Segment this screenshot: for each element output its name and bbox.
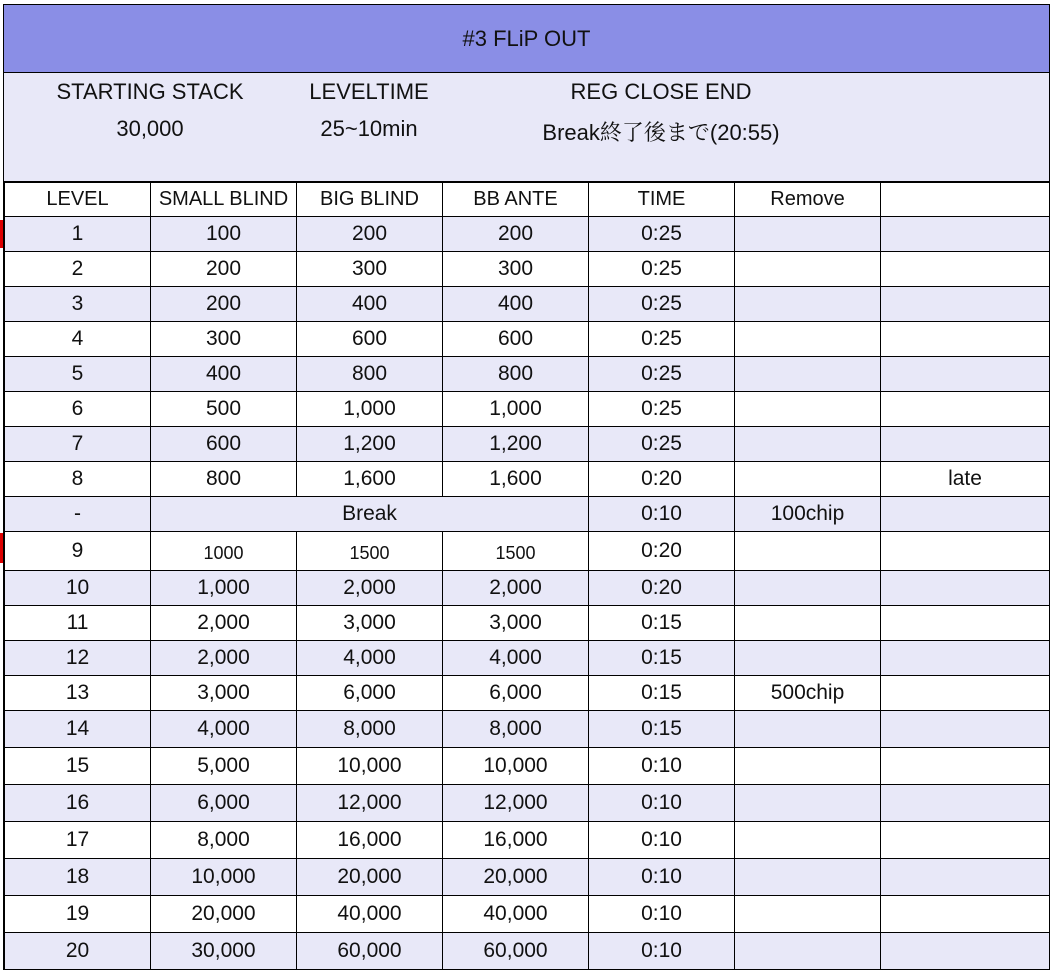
column-header-remove: Remove — [735, 183, 881, 217]
level-cell: - — [5, 497, 151, 532]
note-cell — [881, 392, 1050, 427]
small-blind-cell: 3,000 — [151, 676, 297, 711]
table-row — [5, 322, 1050, 357]
bb-ante-cell: 1,200 — [443, 427, 589, 462]
time-cell: 0:15 — [589, 641, 735, 676]
remove-cell — [735, 606, 881, 641]
note-cell — [881, 252, 1050, 287]
starting-stack-label: STARTING STACK — [56, 79, 244, 104]
remove-cell — [735, 859, 881, 896]
remove-cell — [735, 532, 881, 571]
bb-ante-cell: 1500 — [443, 532, 589, 571]
time-cell: 0:25 — [589, 322, 735, 357]
leveltime-value: 25~10min — [320, 116, 418, 141]
note-cell — [881, 287, 1050, 322]
bb-ante-cell: 600 — [443, 322, 589, 357]
note-cell — [881, 322, 1050, 357]
level-cell: 7 — [5, 427, 151, 462]
small-blind-cell: 10,000 — [151, 859, 297, 896]
level-cell: 11 — [5, 606, 151, 641]
note-cell — [881, 711, 1050, 748]
time-cell: 0:20 — [589, 532, 735, 571]
small-blind-cell: 100 — [151, 217, 297, 252]
bb-ante-cell: 800 — [443, 357, 589, 392]
level-cell: 9 — [5, 532, 151, 571]
remove-cell — [735, 427, 881, 462]
big-blind-cell: 3,000 — [297, 606, 443, 641]
table-row — [5, 748, 1050, 785]
bb-ante-cell: 2,000 — [443, 571, 589, 606]
small-blind-cell: 200 — [151, 252, 297, 287]
table-row — [5, 532, 1050, 571]
note-cell — [881, 748, 1050, 785]
remove-cell — [735, 711, 881, 748]
big-blind-cell: 10,000 — [297, 748, 443, 785]
note-cell: late — [881, 462, 1050, 497]
bb-ante-cell: 4,000 — [443, 641, 589, 676]
big-blind-cell: 60,000 — [297, 933, 443, 970]
column-header-time: TIME — [589, 183, 735, 217]
note-cell — [881, 497, 1050, 532]
column-header-notes — [881, 183, 1050, 217]
level-cell: 13 — [5, 676, 151, 711]
bb-ante-cell: 16,000 — [443, 822, 589, 859]
small-blind-cell: 20,000 — [151, 896, 297, 933]
big-blind-cell: 1,200 — [297, 427, 443, 462]
remove-cell — [735, 822, 881, 859]
break-row — [5, 497, 1050, 532]
note-cell — [881, 822, 1050, 859]
level-cell: 20 — [5, 933, 151, 970]
table-row — [5, 427, 1050, 462]
column-header-big-blind: BIG BLIND — [297, 183, 443, 217]
level-cell: 19 — [5, 896, 151, 933]
level-cell: 1 — [5, 217, 151, 252]
note-cell — [881, 217, 1050, 252]
table-row — [5, 217, 1050, 252]
time-cell: 0:10 — [589, 785, 735, 822]
tournament-title: #3 FLiP OUT — [4, 4, 1049, 73]
small-blind-cell: 1,000 — [151, 571, 297, 606]
table-row — [5, 933, 1050, 970]
level-cell: 3 — [5, 287, 151, 322]
note-cell — [881, 571, 1050, 606]
small-blind-cell: 5,000 — [151, 748, 297, 785]
time-cell: 0:10 — [589, 859, 735, 896]
bb-ante-cell: 6,000 — [443, 676, 589, 711]
small-blind-cell: 8,000 — [151, 822, 297, 859]
level-cell: 10 — [5, 571, 151, 606]
level-cell: 2 — [5, 252, 151, 287]
time-cell: 0:25 — [589, 392, 735, 427]
note-cell — [881, 676, 1050, 711]
time-cell: 0:25 — [589, 287, 735, 322]
time-cell: 0:25 — [589, 357, 735, 392]
level-cell: 5 — [5, 357, 151, 392]
bb-ante-cell: 1,600 — [443, 462, 589, 497]
note-cell — [881, 427, 1050, 462]
big-blind-cell: 20,000 — [297, 859, 443, 896]
bb-ante-cell: 12,000 — [443, 785, 589, 822]
level-cell: 17 — [5, 822, 151, 859]
note-cell — [881, 785, 1050, 822]
big-blind-cell: 4,000 — [297, 641, 443, 676]
table-row — [5, 896, 1050, 933]
tournament-info — [4, 73, 1049, 182]
bb-ante-cell: 60,000 — [443, 933, 589, 970]
small-blind-cell: 6,000 — [151, 785, 297, 822]
time-cell: 0:10 — [589, 497, 735, 532]
table-row — [5, 711, 1050, 748]
note-cell — [881, 606, 1050, 641]
time-cell: 0:15 — [589, 606, 735, 641]
remove-cell — [735, 357, 881, 392]
leveltime-label: LEVELTIME — [309, 79, 429, 104]
bb-ante-cell: 3,000 — [443, 606, 589, 641]
small-blind-cell: 2,000 — [151, 606, 297, 641]
table-row — [5, 859, 1050, 896]
row-marker — [0, 533, 3, 563]
time-cell: 0:10 — [589, 748, 735, 785]
small-blind-cell: 800 — [151, 462, 297, 497]
big-blind-cell: 16,000 — [297, 822, 443, 859]
note-cell — [881, 357, 1050, 392]
blind-table — [4, 182, 1050, 970]
big-blind-cell: 200 — [297, 217, 443, 252]
bb-ante-cell: 1,000 — [443, 392, 589, 427]
small-blind-cell: 2,000 — [151, 641, 297, 676]
small-blind-cell: 500 — [151, 392, 297, 427]
level-cell: 8 — [5, 462, 151, 497]
remove-cell — [735, 392, 881, 427]
time-cell: 0:15 — [589, 676, 735, 711]
big-blind-cell: 6,000 — [297, 676, 443, 711]
blind-structure-sheet — [3, 4, 1050, 970]
level-cell: 18 — [5, 859, 151, 896]
table-row — [5, 606, 1050, 641]
time-cell: 0:25 — [589, 252, 735, 287]
table-row — [5, 462, 1050, 497]
level-cell: 15 — [5, 748, 151, 785]
bb-ante-cell: 200 — [443, 217, 589, 252]
reg-close-label: REG CLOSE END — [570, 79, 752, 104]
time-cell: 0:10 — [589, 896, 735, 933]
bb-ante-cell: 300 — [443, 252, 589, 287]
table-row — [5, 676, 1050, 711]
remove-cell — [735, 933, 881, 970]
table-row — [5, 357, 1050, 392]
table-row — [5, 785, 1050, 822]
remove-cell — [735, 641, 881, 676]
bb-ante-cell: 10,000 — [443, 748, 589, 785]
table-row — [5, 392, 1050, 427]
time-cell: 0:10 — [589, 933, 735, 970]
big-blind-cell: 1,600 — [297, 462, 443, 497]
small-blind-cell: 30,000 — [151, 933, 297, 970]
small-blind-cell: 4,000 — [151, 711, 297, 748]
time-cell: 0:25 — [589, 217, 735, 252]
level-cell: 6 — [5, 392, 151, 427]
time-cell: 0:10 — [589, 822, 735, 859]
time-cell: 0:25 — [589, 427, 735, 462]
remove-cell — [735, 217, 881, 252]
big-blind-cell: 1500 — [297, 532, 443, 571]
small-blind-cell: 1000 — [151, 532, 297, 571]
big-blind-cell: 600 — [297, 322, 443, 357]
remove-cell — [735, 571, 881, 606]
remove-cell — [735, 896, 881, 933]
big-blind-cell: 12,000 — [297, 785, 443, 822]
table-row — [5, 287, 1050, 322]
table-row — [5, 641, 1050, 676]
remove-cell: 500chip — [735, 676, 881, 711]
table-header-row — [5, 183, 1050, 217]
small-blind-cell: 200 — [151, 287, 297, 322]
table-row — [5, 822, 1050, 859]
bb-ante-cell: 20,000 — [443, 859, 589, 896]
table-row — [5, 252, 1050, 287]
remove-cell — [735, 287, 881, 322]
big-blind-cell: 1,000 — [297, 392, 443, 427]
note-cell — [881, 896, 1050, 933]
big-blind-cell: 300 — [297, 252, 443, 287]
note-cell — [881, 933, 1050, 970]
small-blind-cell: 400 — [151, 357, 297, 392]
remove-cell — [735, 322, 881, 357]
remove-cell — [735, 748, 881, 785]
note-cell — [881, 859, 1050, 896]
small-blind-cell: 600 — [151, 427, 297, 462]
column-header-small-blind: SMALL BLIND — [151, 183, 297, 217]
starting-stack-value: 30,000 — [116, 116, 184, 141]
note-cell — [881, 532, 1050, 571]
big-blind-cell: 40,000 — [297, 896, 443, 933]
table-row — [5, 571, 1050, 606]
remove-cell — [735, 252, 881, 287]
big-blind-cell: 800 — [297, 357, 443, 392]
time-cell: 0:20 — [589, 462, 735, 497]
reg-close-value: Break終了後まで(20:55) — [542, 120, 780, 145]
remove-cell — [735, 785, 881, 822]
note-cell — [881, 641, 1050, 676]
big-blind-cell: 2,000 — [297, 571, 443, 606]
time-cell: 0:15 — [589, 711, 735, 748]
remove-cell: 100chip — [735, 497, 881, 532]
level-cell: 4 — [5, 322, 151, 357]
bb-ante-cell: 40,000 — [443, 896, 589, 933]
column-header-bb-ante: BB ANTE — [443, 183, 589, 217]
level-cell: 12 — [5, 641, 151, 676]
remove-cell — [735, 462, 881, 497]
small-blind-cell: 300 — [151, 322, 297, 357]
big-blind-cell: 8,000 — [297, 711, 443, 748]
bb-ante-cell: 400 — [443, 287, 589, 322]
break-cell: Break — [151, 497, 589, 532]
big-blind-cell: 400 — [297, 287, 443, 322]
level-cell: 14 — [5, 711, 151, 748]
level-cell: 16 — [5, 785, 151, 822]
time-cell: 0:20 — [589, 571, 735, 606]
row-marker — [0, 220, 3, 248]
column-header-level: LEVEL — [5, 183, 151, 217]
bb-ante-cell: 8,000 — [443, 711, 589, 748]
